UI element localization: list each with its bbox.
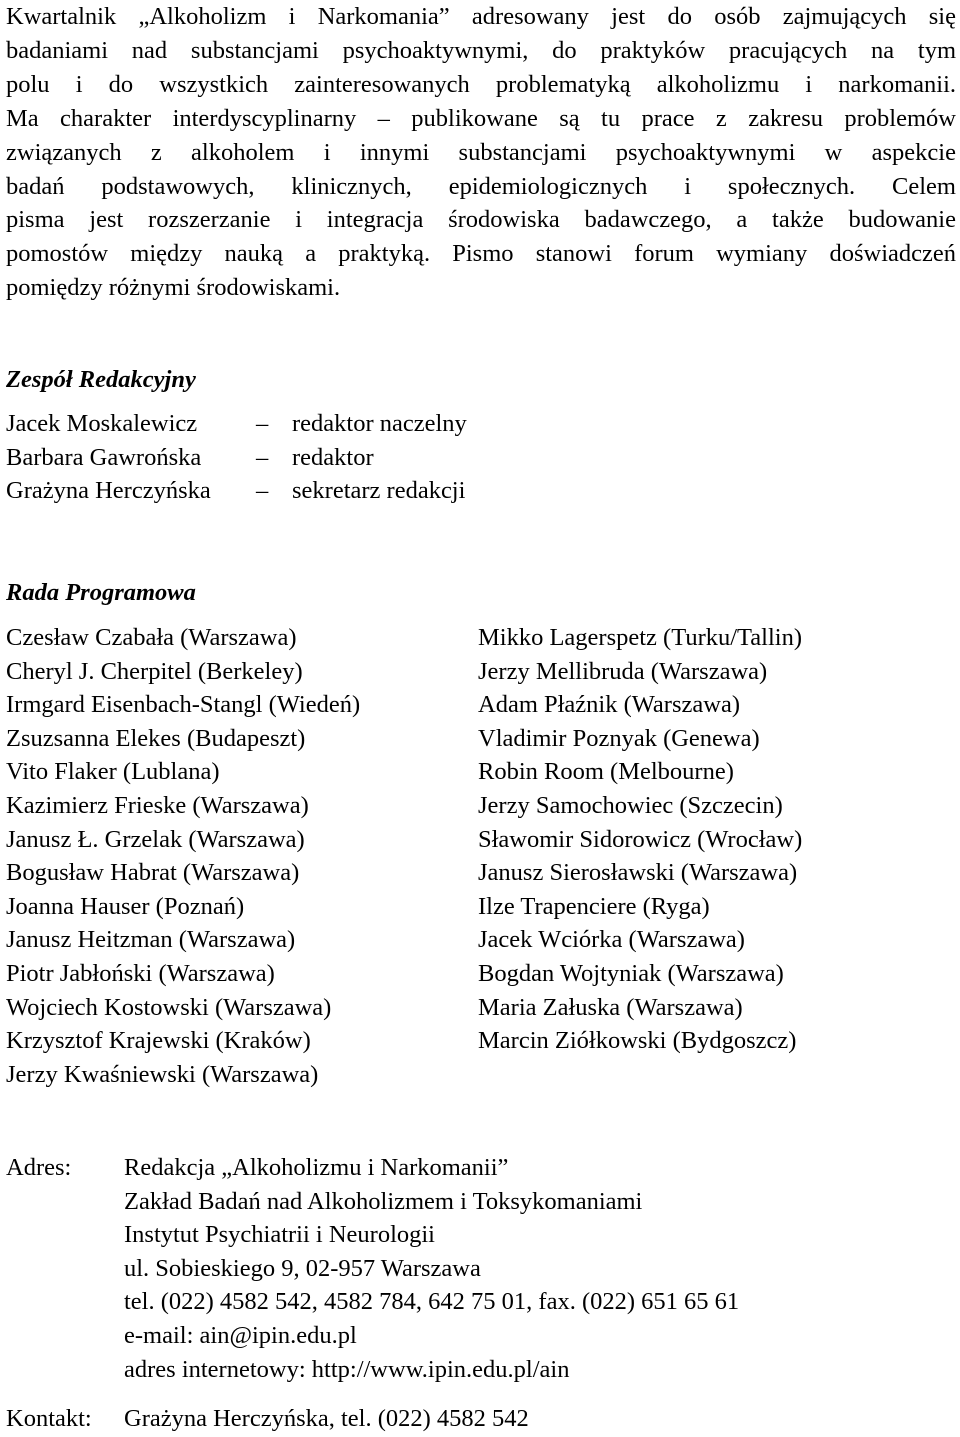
board-member: Robin Room (Melbourne) xyxy=(478,758,734,786)
intro-line: związanych z alkoholem i innymi substancjami psychoaktywnymi w aspekcie xyxy=(6,138,956,166)
member-role: sekretarz redakcji xyxy=(292,477,466,504)
address-website: adres internetowy: http://www.ipin.edu.pl/ain xyxy=(124,1355,570,1383)
intro-line: badaniami nad substancjami psychoaktywnymi, do praktyków pracujących na tym xyxy=(6,36,956,64)
board-member: Jerzy Mellibruda (Warszawa) xyxy=(478,657,768,685)
board-member: Kazimierz Frieske (Warszawa) xyxy=(6,791,309,819)
board-member: Vito Flaker (Lublana) xyxy=(6,758,220,786)
board-member: Sławomir Sidorowicz (Wrocław) xyxy=(478,825,803,853)
board-member: Jacek Wciórka (Warszawa) xyxy=(478,926,745,954)
member-name: Barbara Gawrońska xyxy=(6,443,202,471)
intro-line: badań podstawowych, klinicznych, epidemiologicznych i społecznych. Celem xyxy=(6,172,956,200)
member-dash: – xyxy=(256,477,269,504)
board-member: Cheryl J. Cherpitel (Berkeley) xyxy=(6,657,303,685)
board-member: Janusz Sierosławski (Warszawa) xyxy=(478,859,798,887)
board-member: Maria Załuska (Warszawa) xyxy=(478,993,743,1021)
address-block xyxy=(6,1151,739,1386)
member-dash: – xyxy=(256,410,269,437)
board-member: Bogdan Wojtyniak (Warszawa) xyxy=(478,959,784,987)
board-member: Wojciech Kostowski (Warszawa) xyxy=(6,993,332,1021)
board-member: Janusz Ł. Grzelak (Warszawa) xyxy=(6,825,305,853)
intro-line: Kwartalnik „Alkoholizm i Narkomania” adresowany jest do osób zajmujących się xyxy=(6,3,956,30)
board-member: Czesław Czabała (Warszawa) xyxy=(6,624,297,651)
board-member: Marcin Ziółkowski (Bydgoszcz) xyxy=(478,1027,797,1055)
address-label: Adres: xyxy=(6,1154,72,1181)
contact-block xyxy=(6,1402,529,1436)
editorial-member xyxy=(6,441,467,475)
address-line: Zakład Badań nad Alkoholizmem i Toksykomaniami xyxy=(124,1187,643,1215)
board-member: Bogusław Habrat (Warszawa) xyxy=(6,859,300,887)
editorial-title: Zespół Redakcyjny xyxy=(6,366,196,393)
editorial-member xyxy=(6,474,467,508)
board-member: Jerzy Kwaśniewski (Warszawa) xyxy=(6,1060,319,1088)
member-dash: – xyxy=(256,443,269,471)
intro-line: Ma charakter interdyscyplinarny – publikowane są tu prace z zakresu problemów xyxy=(6,104,956,132)
program-board xyxy=(6,621,956,1091)
board-member: Ilze Trapenciere (Ryga) xyxy=(478,892,710,920)
board-member: Jerzy Samochowiec (Szczecin) xyxy=(478,791,783,819)
address-line: ul. Sobieskiego 9, 02-957 Warszawa xyxy=(124,1254,481,1282)
member-role: redaktor naczelny xyxy=(292,410,467,437)
intro-line: pomiędzy różnymi środowiskami. xyxy=(6,274,341,302)
program-board-left-column xyxy=(6,621,478,1091)
address-line: tel. (022) 4582 542, 4582 784, 642 75 01, fax. (022) 651 65 61 xyxy=(124,1288,740,1316)
board-member: Janusz Heitzman (Warszawa) xyxy=(6,926,296,954)
board-member: Joanna Hauser (Poznań) xyxy=(6,892,245,920)
address-line: Redakcja „Alkoholizmu i Narkomanii” xyxy=(124,1154,509,1181)
address-lines xyxy=(124,1151,739,1386)
intro-line: pisma jest rozszerzanie i integracja środowiska badawczego, a także budowanie xyxy=(6,206,956,234)
program-board-right-column xyxy=(478,621,956,1091)
intro-line: polu i do wszystkich zainteresowanych problematyką alkoholizmu i narkomanii. xyxy=(6,70,956,98)
member-role: redaktor xyxy=(292,443,374,471)
board-member: Mikko Lagerspetz (Turku/Tallin) xyxy=(478,624,802,651)
member-name: Grażyna Herczyńska xyxy=(6,477,211,504)
intro-paragraph xyxy=(6,0,956,305)
board-member: Vladimir Poznyak (Genewa) xyxy=(478,724,760,752)
member-name: Jacek Moskalewicz xyxy=(6,410,198,437)
editorial-member xyxy=(6,407,467,441)
editorial-list xyxy=(6,407,467,508)
board-member: Irmgard Eisenbach-Stangl (Wiedeń) xyxy=(6,691,361,719)
contact-value: Grażyna Herczyńska, tel. (022) 4582 542 xyxy=(124,1405,529,1432)
address-email: e-mail: ain@ipin.edu.pl xyxy=(124,1321,357,1349)
board-member: Piotr Jabłoński (Warszawa) xyxy=(6,959,275,987)
address-line: Instytut Psychiatrii i Neurologii xyxy=(124,1221,435,1249)
board-member: Adam Płaźnik (Warszawa) xyxy=(478,691,740,719)
intro-line: pomostów między nauką a praktyką. Pismo stanowi forum wymiany doświadczeń xyxy=(6,240,956,268)
board-member: Zsuzsanna Elekes (Budapeszt) xyxy=(6,724,306,752)
program-board-title: Rada Programowa xyxy=(6,579,196,606)
board-member: Krzysztof Krajewski (Kraków) xyxy=(6,1027,311,1055)
contact-label: Kontakt: xyxy=(6,1405,92,1432)
